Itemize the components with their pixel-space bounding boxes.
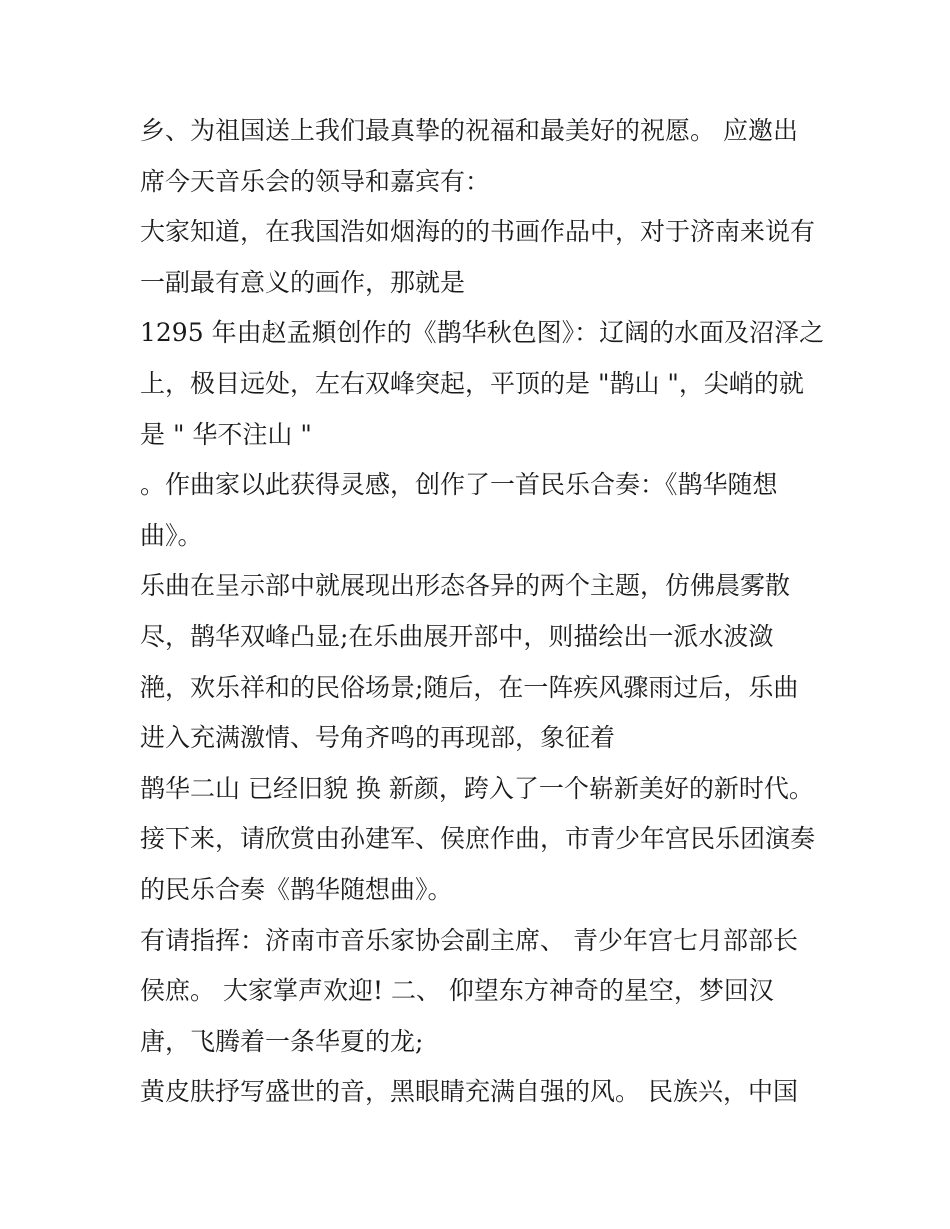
- document-body: [140, 106, 830, 1118]
- text-line: 侯庶。 大家掌声欢迎! 二、 仰望东方神奇的星空，梦回汉: [140, 976, 774, 1006]
- text-line: 接下来，请欣赏由孙建军、侯庶作曲，市青少年宫民乐团演奏: [140, 824, 816, 854]
- text-line: 尽，鹊华双峰凸显;在乐曲展开部中，则描绘出一派水波潋: [140, 621, 774, 651]
- text-line: 是 " 华不注山 ": [140, 419, 312, 449]
- text-line: 唐，飞腾着一条华夏的龙;: [140, 1026, 424, 1056]
- text-line: 乐曲在呈示部中就展现出形态各异的两个主题，仿佛晨雾散: [140, 571, 791, 601]
- text-line: 一副最有意义的画作，那就是: [140, 267, 466, 297]
- text-line: 曲》。: [140, 520, 203, 550]
- text-line: 大家知道，在我国浩如烟海的的书画作品中，对于济南来说有: [140, 217, 816, 247]
- text-line: 1295 年由赵孟頫创作的《鹊华秋色图》：辽阔的水面及沼泽之: [140, 318, 825, 348]
- text-line: 黄皮肤抒写盛世的音，黑眼睛充满自强的风。 民族兴，中国: [140, 1077, 798, 1107]
- text-line: 的民乐合奏《鹊华随想曲》。: [140, 874, 453, 904]
- text-line: 席今天音乐会的领导和嘉宾有：: [140, 166, 491, 196]
- text-line: 上，极目远处，左右双峰突起，平顶的是 "鹊山 "，尖峭的就: [140, 368, 804, 398]
- text-line: 有请指挥：济南市音乐家协会副主席、 青少年宫七月部部长: [140, 925, 798, 955]
- text-line: 。作曲家以此获得灵感，创作了一首民乐合奏：《鹊华随想: [140, 470, 778, 500]
- text-line: 乡、为祖国送上我们最真挚的祝福和最美好的祝愿。 应邀出: [140, 116, 798, 145]
- text-line: 鹊华二山 已经旧貌 换 新颜，跨入了一个崭新美好的新时代。: [140, 773, 814, 803]
- text-line: 滟，欢乐祥和的民俗场景;随后，在一阵疾风骤雨过后，乐曲: [140, 672, 799, 702]
- text-line: 进入充满激情、号角齐鸣的再现部，象征着: [140, 723, 616, 753]
